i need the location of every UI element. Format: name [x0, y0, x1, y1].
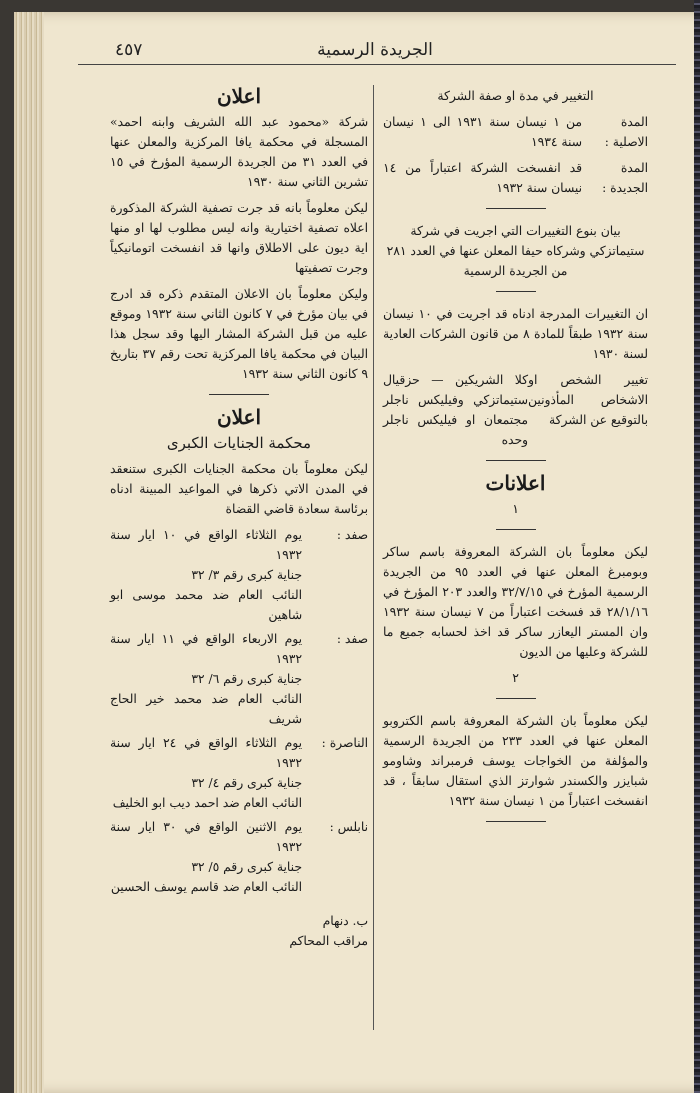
section-rule [496, 529, 536, 530]
header-rule [78, 64, 676, 65]
session-case: جناية كبرى رقم ٥/ ٣٢ [191, 860, 302, 874]
ad-number: ٢ [512, 671, 519, 685]
ad-text: ليكن معلوماً بان الشركة المعروفة باسم الكتروبو المعلن عنها في العدد ٢٣٣ من الجريدة الرسمية والمؤلفة من الخواجات يوسف فرمبراند وشاومو شبايزر والكسندر شوارتز الذي استقال سابقاً ، قد انفسخت اعتباراً من ١ نيسان سنة ١٩٣٢ [383, 714, 649, 808]
change-heading: التغيير في مدة او صفة الشركة [437, 89, 594, 103]
signatory-title: مراقب المحاكم [289, 934, 368, 948]
session-entry [110, 629, 368, 729]
original-duration-row [383, 112, 648, 152]
notice-heading: بيان بنوع التغييرات التي اجريت في شركة ستيماتزكي وشركاه حيفا المعلن عنها في العدد ٢٨١ من الجريدة الرسمية [386, 224, 645, 278]
announcement-paragraph: وليكن معلوماً بان الاعلان المتقدم ذكره قد ادرج في بيان مؤرخ في ٧ كانون الثاني سنة ١٩٣٢ وموقع عليه من قبل الشركة المشار اليها وقد سجل هذا البيان في محكمة يافا المركزية تحت رقم ٣٧ بتاريخ ٩ كانون الثاني سنة ١٩٣٢ [110, 287, 368, 381]
section-rule [486, 460, 546, 461]
original-duration-label: المدة الاصلية : [604, 115, 648, 149]
court-intro: ليكن معلوماً بان محكمة الجنايات الكبرى ستنعقد في المدن الاتي ذكرها في المواعيد المبينة ادناه برئاسة سعادة قاضي القضاة [110, 462, 368, 516]
court-name: محكمة الجنايات الكبرى [166, 434, 312, 452]
section-rule [496, 698, 536, 699]
announcement-title: اعلان [216, 84, 262, 108]
signatory-change-label: تغيير الشخص او الاشخاص المأذونين بالتوقيع عن الشركة [528, 373, 648, 427]
ad-number: ١ [512, 502, 519, 516]
session-date: يوم الثلاثاء الواقع في ٢٤ ايار سنة ١٩٣٢ [110, 736, 303, 770]
session-parties: النائب العام ضد محمد خير الحاج شريف [110, 692, 302, 726]
session-date: يوم الاربعاء الواقع في ١١ ايار سنة ١٩٣٢ [110, 632, 302, 666]
signatory-name: ب. دنهام [322, 914, 368, 928]
signatory-change-row [383, 370, 648, 450]
session-city: نابلس : [329, 820, 368, 834]
ad-text: ليكن معلوماً بان الشركة المعروفة باسم ساكر وبومبرغ المعلن عنها في العدد ٩٥ من الجريدة الرسمية المؤرخ في ٣٢/٧/١٥ والعدد ٢٠٣ المؤرخ في ٢٨/١/١٦ قد فسخت اعتباراً من ٧ نيسان سنة ١٩٣٢ وان المستر اليعازر ساكر قد اخذ لحسابه جميع ما للشركة وعليها من الديون [383, 545, 648, 659]
ads-title: اعلانات [485, 471, 546, 495]
session-case: جناية كبرى رقم ٦/ ٣٢ [191, 672, 302, 686]
original-duration-value: من ١ نيسان سنة ١٩٣١ الى ١ نيسان سنة ١٩٣٤ [383, 115, 583, 149]
right-column [383, 86, 648, 834]
signature-block [110, 911, 368, 951]
page-number: ٤٥٧ [115, 40, 143, 60]
session-parties: النائب العام ضد قاسم يوسف الحسين [110, 880, 302, 894]
announcement-paragraph: ليكن معلوماً بانه قد جرت تصفية الشركة المذكورة اعلاه تصفية اختيارية وانه ليس مطلوب لها او منها اية ديون على الاطلاق وانها قد انفسخت اتومانيكياً وجرت تصفيتها [110, 201, 368, 275]
announcement-paragraph: شركة «محمود عبد الله الشريف وابنه احمد» المسجلة في محكمة يافا المركزية والمعلن عنها في العدد ٣١ من الجريدة الرسمية المؤرخ في ١٥ تشرين الثاني سنة ١٩٣٠ [110, 115, 368, 189]
session-parties: النائب العام ضد محمد موسى ابو شاهين [110, 588, 302, 622]
session-case: جناية كبرى رقم ٤/ ٣٢ [191, 776, 302, 790]
session-entry [110, 733, 368, 813]
announcement-title: اعلان [216, 405, 262, 429]
new-duration-row [383, 158, 648, 198]
session-city: الناصرة : [321, 736, 368, 750]
session-date: يوم الثلاثاء الواقع في ١٠ ايار سنة ١٩٣٢ [110, 528, 303, 562]
page-header [70, 40, 680, 66]
section-rule [209, 394, 269, 395]
session-city: صفد : [336, 632, 368, 646]
column-divider [373, 85, 374, 1030]
book-binding [14, 12, 44, 1093]
new-duration-label: المدة الجديدة : [602, 161, 648, 195]
notice-body: ان التغييرات المدرجة ادناه قد اجريت في ١٠ نيسان سنة ١٩٣٢ طبقاً للمادة ٨ من قانون الشركات العادية لسنة ١٩٣٠ [383, 307, 648, 361]
section-rule [496, 291, 536, 292]
session-date: يوم الاثنين الواقع في ٣٠ ايار سنة ١٩٣٢ [110, 820, 302, 854]
marbled-edge [694, 0, 700, 1093]
session-entry [110, 525, 368, 625]
signatory-change-value: كلا الشريكين — حزقيال ستيماتزكي وفيليكس ناجلر مجتمعان او فيليكس ناجلر وحده [383, 373, 528, 447]
section-rule [486, 821, 546, 822]
session-case: جناية كبرى رقم ٣/ ٣٢ [191, 568, 302, 582]
session-entry [110, 817, 368, 897]
left-column [110, 86, 368, 951]
session-city: صفد : [336, 528, 368, 542]
section-rule [486, 208, 546, 209]
new-duration-value: قد انفسخت الشركة اعتباراً من ١٤ نيسان سنة ١٩٣٢ [383, 161, 582, 195]
session-parties: النائب العام ضد احمد ديب ابو الخليف [112, 796, 302, 810]
gazette-title: الجريدة الرسمية [317, 40, 433, 60]
